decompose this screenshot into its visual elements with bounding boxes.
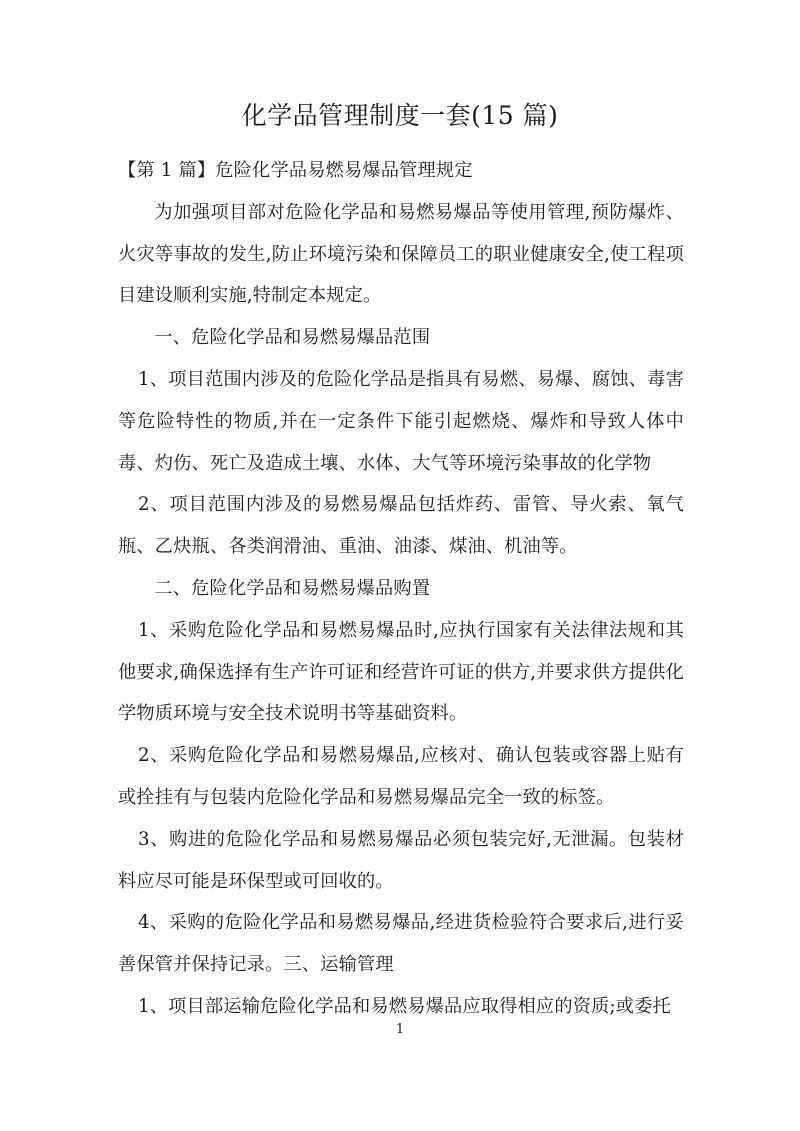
section-heading: 【第 1 篇】危险化学品易燃易爆品管理规定 <box>118 160 473 181</box>
paragraph-intro: 为加强项目部对危险化学品和易燃易爆品等使用管理,预防爆炸、火灾等事故的发生,防止环境污染和保障员工的职业健康安全,使工程项目建设顺利实施,特制定本规定。 <box>118 201 684 307</box>
paragraph-procurement-4: 4、采购的危险化学品和易燃易爆品,经进货检验符合要求后,进行妥善保管并保持记录。三、运输管理 <box>118 912 684 976</box>
paragraph-procurement-1: 1、采购危险化学品和易燃易爆品时,应执行国家有关法律法规和其他要求,确保选择有生产许可证和经营许可证的供方,并要求供方提供化学物质环境与安全技术说明书等基础资料。 <box>118 619 684 725</box>
paragraph-procurement-2: 2、采购危险化学品和易燃易爆品,应核对、确认包装或容器上贴有或拴挂有与包装内危险化学品和易燃易爆品完全一致的标签。 <box>118 745 684 808</box>
subheading-procurement: 二、危险化学品和易燃易爆品购置 <box>154 577 431 599</box>
paragraph-procurement-3: 3、购进的危险化学品和易燃易爆品必须包装完好,无泄漏。包装材料应尽可能是环保型或可回收的。 <box>118 828 684 892</box>
paragraph-scope-2: 2、项目范围内涉及的易燃易爆品包括炸药、雷管、导火索、氧气瓶、乙炔瓶、各类润滑油、重油、油漆、煤油、机油等。 <box>118 494 684 558</box>
subheading-scope: 一、危险化学品和易燃易爆品范围 <box>154 327 431 349</box>
page-number: 1 <box>395 1022 405 1037</box>
document-body <box>118 150 684 1028</box>
document-title: 化学品管理制度一套(15 篇) <box>241 101 559 130</box>
paragraph-transport-1: 1、项目部运输危险化学品和易燃易爆品应取得相应的资质;或委托 <box>138 995 671 1017</box>
paragraph-scope-1: 1、项目范围内涉及的危险化学品是指具有易燃、易爆、腐蚀、毒害等危险特性的物质,并在一定条件下能引起燃烧、爆炸和导致人体中毒、灼伤、死亡及造成土壤、水体、大气等环境污染事故的化学物 <box>118 368 684 474</box>
